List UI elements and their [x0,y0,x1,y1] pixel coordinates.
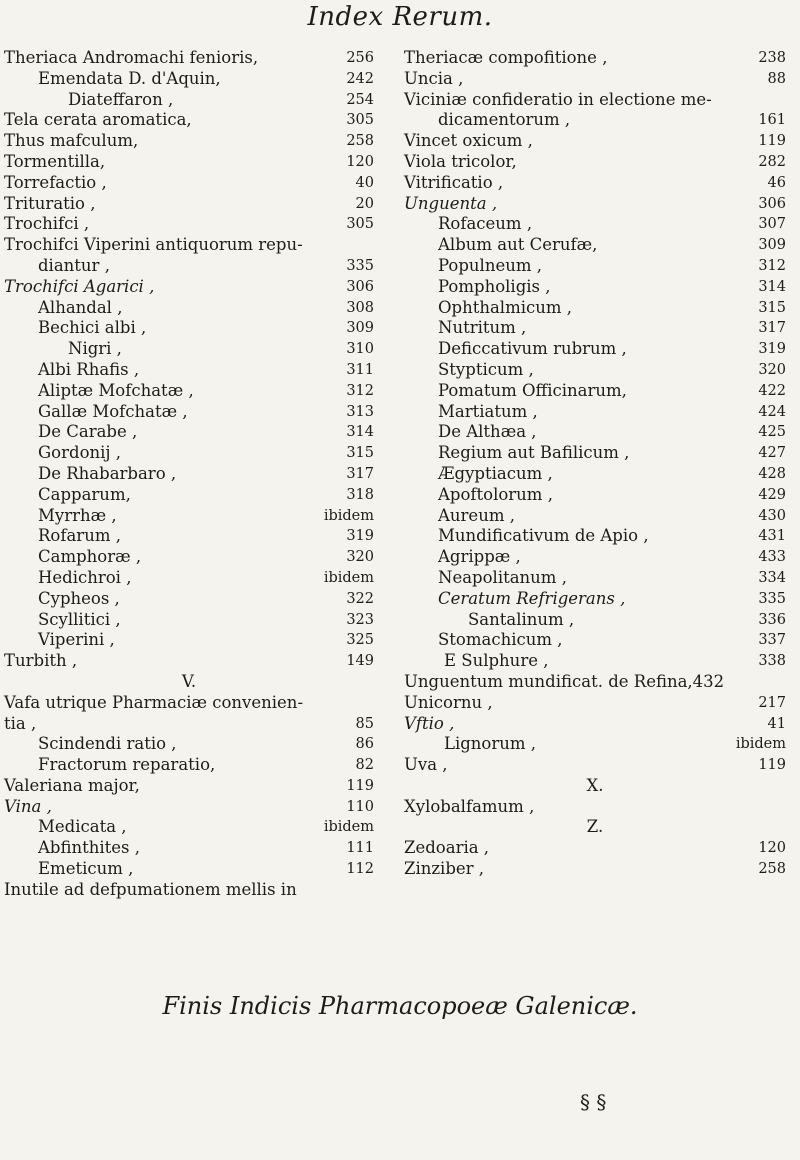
entry-term: Deficcativum rubrum , [438,339,627,359]
entry-term: Aliptæ Mofchatæ , [38,380,194,400]
index-entry [404,422,786,443]
index-entry [404,48,786,69]
entry-page-number: 149 [346,653,374,670]
entry-term: Abfinthites , [38,838,140,858]
entry-page-number: 242 [346,70,374,87]
index-entry [4,48,374,69]
entry-page-number: ibidem [735,736,786,753]
entry-page-number: 315 [346,445,374,462]
index-entry [4,235,374,256]
entry-page-number: 110 [346,798,374,815]
index-entry [404,547,786,568]
entry-term: Uva , [404,755,448,775]
entry-page-number: 111 [346,840,374,857]
index-entry [4,443,374,464]
entry-page-number: 40 [355,174,374,191]
entry-term: Capparum, [38,484,131,504]
index-entry [404,630,786,651]
entry-term: Emeticum , [38,859,134,879]
entry-term: Apoftolorum , [438,484,553,504]
index-entry [4,422,374,443]
index-entry [4,339,374,360]
index-entry [4,630,374,651]
entry-page-number: 88 [767,70,786,87]
section-letter [404,817,786,838]
entry-page-number: 161 [758,112,786,129]
entry-page-number: 282 [758,153,786,170]
entry-term: Theriacæ compofitione , [404,48,608,67]
entry-term: Emendata D. d'Aquin, [38,68,221,88]
index-entry [4,485,374,506]
entry-page-number: 305 [346,216,374,233]
entry-page-number: 119 [758,757,786,774]
index-entry [4,610,374,631]
index-entry [404,69,786,90]
entry-term: Pomatum Officinarum, [438,380,627,400]
entry-term: Inutile ad defpumationem mellis in [4,879,297,899]
entry-page-number: 310 [346,341,374,358]
entry-term: Viciniæ confideratio in electione me- [404,89,712,109]
entry-term: Viperini , [38,630,115,650]
entry-page-number: 424 [758,403,786,420]
entry-term: Gallæ Mofchatæ , [38,401,188,421]
entry-page-number: 85 [355,715,374,732]
index-entry [4,277,374,298]
index-entry [404,651,786,672]
entry-term: Trochifci , [4,214,90,234]
index-entry [404,90,786,111]
entry-page-number: 317 [346,465,374,482]
index-entry [404,714,786,735]
entry-term: E Sulphure , [444,651,549,671]
entry-term: Rofarum , [38,526,121,546]
index-entry [404,485,786,506]
entry-term: Xylobalfamum , [404,796,535,816]
entry-term: Tela cerata aromatica, [4,110,192,130]
entry-page-number: 422 [758,382,786,399]
index-entry [404,360,786,381]
index-entry [4,526,374,547]
entry-page-number: 120 [758,840,786,857]
entry-page-number: 325 [346,632,374,649]
index-entry [404,235,786,256]
entry-page-number: 256 [346,50,374,66]
index-entry [4,506,374,527]
entry-term: Rofaceum , [438,214,533,234]
index-entry [404,464,786,485]
entry-term: Alhandal , [38,297,123,317]
entry-term: De Althæa , [438,422,537,442]
entry-term: Lignorum , [444,734,537,754]
index-entry [404,131,786,152]
index-entry [4,651,374,672]
index-column-right [404,48,786,880]
entry-term: X. [586,775,604,795]
entry-page-number: 112 [346,861,374,878]
entry-term: Neapolitanum , [438,567,567,587]
entry-term: Theriaca Andromachi fenioris, [4,48,259,67]
index-entry [404,734,786,755]
index-entry [4,360,374,381]
index-entry [404,214,786,235]
entry-term: Albi Rhafis , [38,359,140,379]
entry-term: Vafa utrique Pharmaciæ convenien- [4,692,304,712]
index-entry [4,755,374,776]
index-entry [404,672,786,693]
index-entry [4,381,374,402]
entry-page-number: 41 [767,715,786,732]
entry-page-number: ibidem [323,569,374,586]
entry-page-number: 335 [346,257,374,274]
entry-term: Aureum , [438,505,515,525]
entry-term: Valeriana major, [4,775,140,795]
entry-term: Tormentilla, [4,151,106,171]
entry-page-number: 82 [355,757,374,774]
entry-term: Trochifci Agarici , [4,276,155,296]
index-entry [4,464,374,485]
index-entry [4,152,374,173]
index-entry [404,610,786,631]
entry-page-number: 312 [758,257,786,274]
entry-page-number: 319 [346,528,374,545]
finis-line: Finis Indicis Pharmacopoeæ Galenicæ. [162,992,638,1020]
index-entry [404,797,786,818]
entry-term: diantur , [38,255,110,275]
index-entry [4,173,374,194]
entry-term: Zedoaria , [404,838,490,858]
entry-page-number: 318 [346,486,374,503]
section-letter [4,672,374,693]
entry-term: tia , [4,713,37,733]
index-entry [4,734,374,755]
index-entry [4,402,374,423]
section-letter [404,776,786,797]
entry-term: Nigri , [68,339,122,359]
entry-page-number: ibidem [323,819,374,836]
entry-page-number: 315 [758,299,786,316]
entry-term: Unguenta , [404,193,498,213]
entry-term: Viola tricolor, [404,151,517,171]
entry-page-number: 258 [758,861,786,878]
index-entry [4,194,374,215]
entry-page-number: 314 [346,424,374,441]
index-entry [404,443,786,464]
entry-page-number: 323 [346,611,374,628]
entry-page-number: 313 [346,403,374,420]
index-entry [404,589,786,610]
entry-page-number: 120 [346,153,374,170]
entry-term: Unicornu , [404,692,493,712]
index-entry [404,298,786,319]
index-entry [404,568,786,589]
entry-term: Stomachicum , [438,630,563,650]
index-entry [404,173,786,194]
entry-term: Medicata , [38,817,127,837]
entry-term: Regium aut Bafilicum , [438,443,630,463]
entry-term: Populneum , [438,255,542,275]
entry-term: Stypticum , [438,359,534,379]
entry-page-number: 429 [758,486,786,503]
entry-page-number: 317 [758,320,786,337]
index-entry [4,838,374,859]
index-entry [4,318,374,339]
entry-page-number: 336 [758,611,786,628]
entry-term: Pompholigis , [438,276,551,296]
entry-term: Santalinum , [468,609,575,629]
index-entry [4,131,374,152]
entry-page-number: 46 [767,174,786,191]
entry-term: Vitrificatio , [404,172,504,192]
entry-page-number: 20 [355,195,374,212]
index-entry [4,214,374,235]
index-entry [4,256,374,277]
entry-page-number: 320 [346,549,374,566]
index-entry [404,381,786,402]
entry-term: Diateffaron , [68,89,174,109]
index-entry [404,152,786,173]
entry-page-number: 319 [758,341,786,358]
entry-page-number: 306 [758,195,786,212]
index-entry [4,776,374,797]
index-entry [4,859,374,880]
entry-page-number: 337 [758,632,786,649]
index-entry [4,110,374,131]
entry-term: Vftio , [404,713,455,733]
entry-term: Thus mafculum, [4,131,139,151]
entry-page-number: ibidem [323,507,374,524]
entry-term: Gordonij , [38,443,122,463]
index-entry [4,693,374,714]
entry-term: Bechici albi , [38,318,147,338]
index-entry [404,318,786,339]
entry-page-number: 320 [758,361,786,378]
entry-term: Trochifci Viperini antiquorum repu- [4,235,303,255]
index-entry [4,298,374,319]
index-entry [4,714,374,735]
entry-page-number: 311 [346,361,374,378]
entry-term: Mundificativum de Apio , [438,526,649,546]
entry-term: Zinziber , [404,859,485,879]
entry-page-number: 306 [346,278,374,295]
index-entry [404,755,786,776]
entry-page-number: 338 [758,653,786,670]
entry-term: Z. [586,817,604,837]
entry-term: Camphoræ , [38,547,142,567]
index-entry [404,194,786,215]
entry-page-number: 308 [346,299,374,316]
entry-page-number: 258 [346,133,374,150]
entry-page-number: 309 [758,237,786,254]
page-header: Index Rerum. [307,2,493,32]
entry-page-number: 307 [758,216,786,233]
index-entry [404,506,786,527]
entry-term: Torrefactio , [4,172,107,192]
index-entry [404,402,786,423]
entry-term: Ceratum Refrigerans , [438,588,626,608]
entry-page-number: 425 [758,424,786,441]
entry-term: Vina , [4,796,52,816]
entry-term: Trituratio , [4,193,96,213]
entry-page-number: 430 [758,507,786,524]
entry-term: Turbith , [4,651,78,671]
entry-page-number: 427 [758,445,786,462]
entry-term: Martiatum , [438,401,538,421]
entry-term: V. [181,671,197,691]
entry-term: Ophthalmicum , [438,297,573,317]
signature-mark: § § [580,1090,607,1114]
index-entry [404,526,786,547]
entry-term: Unguentum mundificat. de Refina,432 [404,671,725,691]
entry-page-number: 322 [346,590,374,607]
entry-page-number: 309 [346,320,374,337]
entry-page-number: 428 [758,465,786,482]
entry-term: Uncia , [404,68,464,88]
entry-term: Album aut Cerufæ, [438,235,598,255]
entry-term: Cypheos , [38,588,120,608]
index-entry [4,880,374,901]
entry-page-number: 217 [758,694,786,711]
entry-term: De Carabe , [38,422,138,442]
entry-page-number: 119 [758,133,786,150]
index-entry [4,568,374,589]
entry-term: Fractorum reparatio, [38,755,216,775]
entry-page-number: 312 [346,382,374,399]
index-entry [404,277,786,298]
entry-page-number: 86 [355,736,374,753]
index-entry [404,838,786,859]
entry-term: Ægyptiacum , [438,463,553,483]
index-entry [404,339,786,360]
entry-term: Scyllitici , [38,609,121,629]
entry-term: Vincet oxicum , [404,131,533,151]
entry-page-number: 314 [758,278,786,295]
entry-page-number: 431 [758,528,786,545]
entry-page-number: 305 [346,112,374,129]
index-entry [4,69,374,90]
entry-page-number: 238 [758,50,786,66]
entry-term: De Rhabarbaro , [38,463,177,483]
index-entry [404,693,786,714]
index-column-left [4,48,374,901]
entry-term: Scindendi ratio , [38,734,177,754]
index-entry [404,110,786,131]
entry-page-number: 433 [758,549,786,566]
entry-page-number: 335 [758,590,786,607]
entry-term: dicamentorum , [438,110,571,130]
index-entry [404,859,786,880]
entry-page-number: 254 [346,91,374,108]
entry-term: Agrippæ , [438,547,521,567]
index-entry [404,256,786,277]
entry-term: Hedichroi , [38,567,132,587]
index-entry [4,547,374,568]
entry-term: Myrrhæ , [38,505,117,525]
entry-page-number: 119 [346,777,374,794]
index-entry [4,90,374,111]
entry-term: Nutritum , [438,318,527,338]
entry-page-number: 334 [758,569,786,586]
index-entry [4,589,374,610]
index-entry [4,817,374,838]
index-entry [4,797,374,818]
